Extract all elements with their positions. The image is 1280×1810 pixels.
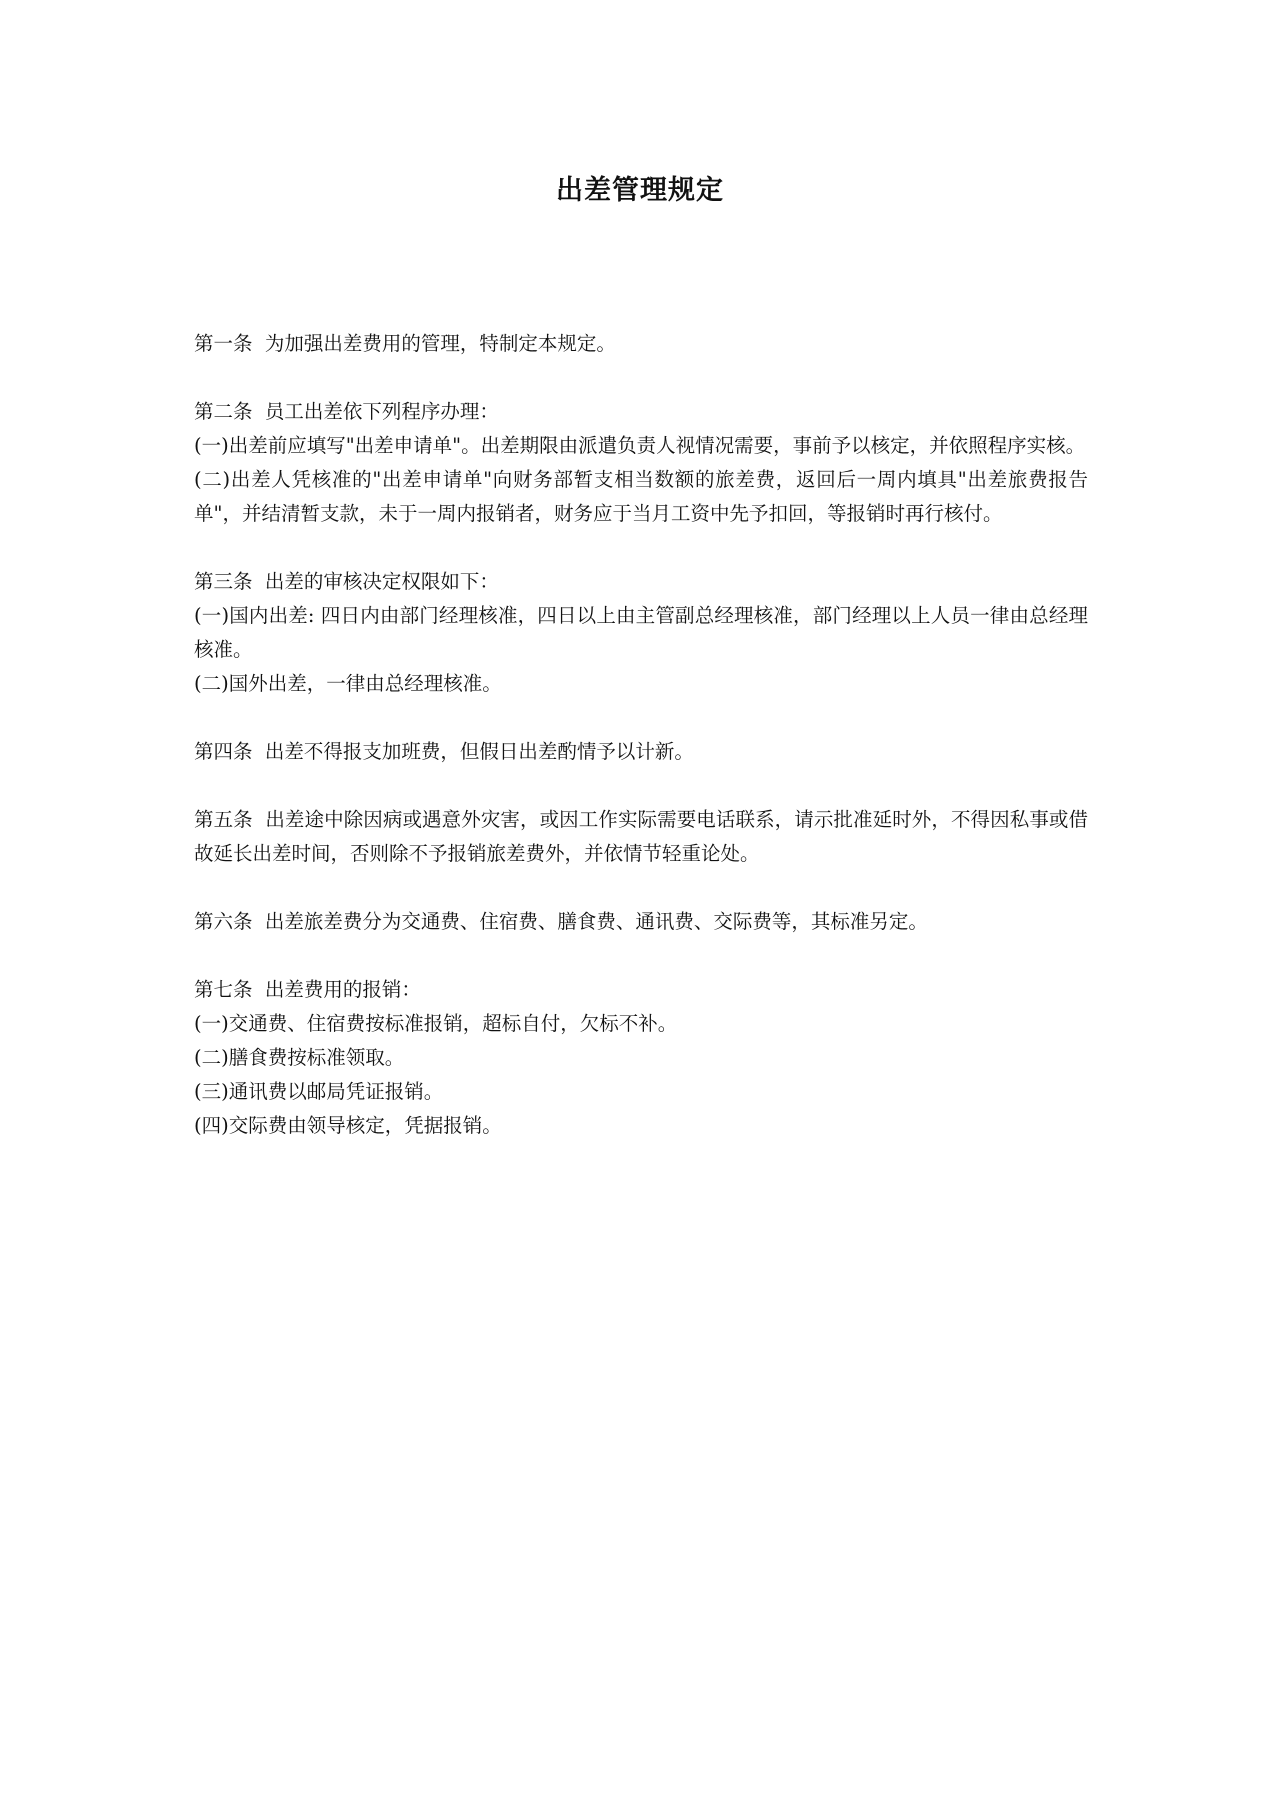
article-clause: (一)出差前应填写"出差申请单"。出差期限由派遣负责人视情况需要，事前予以核定，并依照程序实核。 [194, 434, 1086, 457]
article-text: 第一条 为加强出差费用的管理，特制定本规定。 [194, 332, 616, 355]
article-clause: (二)国外出差，一律由总经理核准。 [194, 672, 502, 695]
article-text: 第四条 出差不得报支加班费，但假日出差酌情予以计新。 [194, 740, 694, 763]
article-4 [194, 735, 1088, 769]
article-heading: 第三条 出差的审核决定权限如下： [194, 570, 499, 593]
article-clause: (四)交际费由领导核定，凭据报销。 [194, 1114, 502, 1137]
article-clause: (一)交通费、住宿费按标准报销，超标自付，欠标不补。 [194, 1012, 678, 1035]
article-2 [194, 395, 1088, 531]
article-heading: 第二条 员工出差依下列程序办理： [194, 400, 499, 423]
article-clause: (一)国内出差: 四日内由部门经理核准，四日以上由主管副总经理核准，部门经理以上人员一律由总经理核准。 [194, 604, 1088, 661]
article-6 [194, 905, 1088, 939]
article-clause: (二)膳食费按标准领取。 [194, 1046, 405, 1069]
article-clause: (三)通讯费以邮局凭证报销。 [194, 1080, 444, 1103]
article-heading: 第七条 出差费用的报销： [194, 978, 421, 1001]
article-3 [194, 565, 1088, 701]
document-body [194, 327, 1088, 1177]
article-text: 第六条 出差旅差费分为交通费、住宿费、膳食费、通讯费、交际费等，其标准另定。 [194, 910, 928, 933]
article-clause: (二)出差人凭核准的"出差申请单"向财务部暂支相当数额的旅差费，返回后一周内填具"出差旅费报告单"，并结清暂支款，未于一周内报销者，财务应于当月工资中先予扣回，等报销时再行核付。 [194, 468, 1088, 525]
document-title: 出差管理规定 [556, 175, 724, 206]
article-1 [194, 327, 1088, 361]
article-text: 第五条 出差途中除因病或遇意外灾害，或因工作实际需要电话联系，请示批准延时外，不得因私事或借故延长出差时间，否则除不予报销旅差费外，并依情节轻重论处。 [194, 808, 1088, 865]
article-5 [194, 803, 1088, 871]
article-7 [194, 973, 1088, 1143]
